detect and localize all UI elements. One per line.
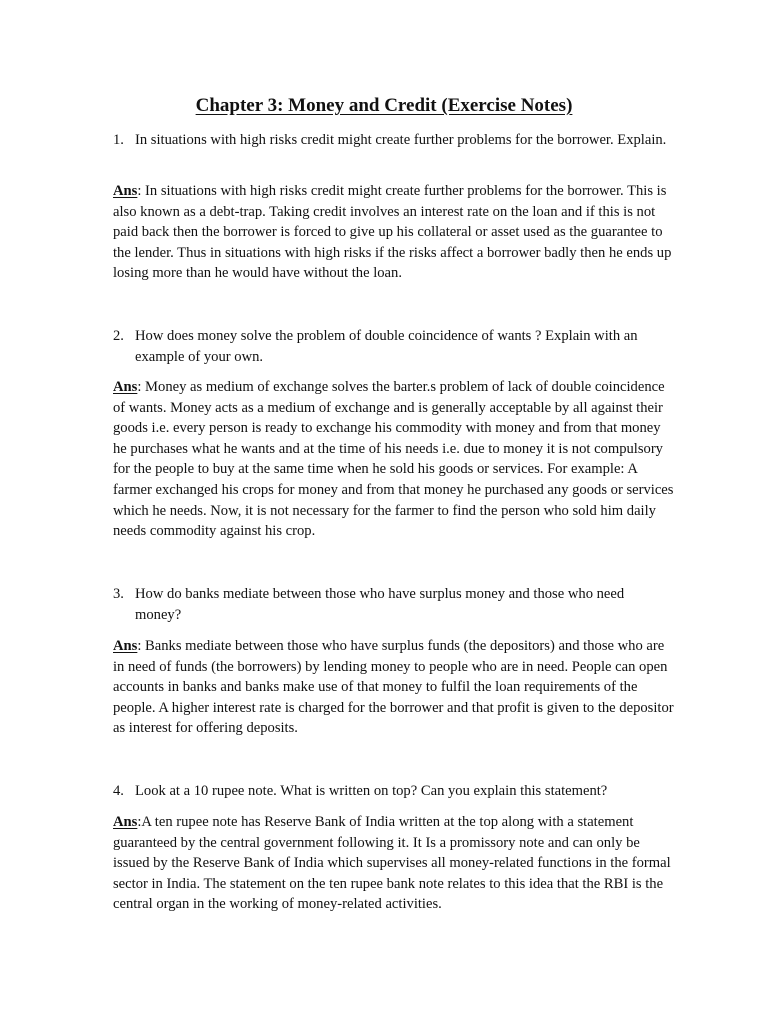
question-number: 4. [113, 783, 124, 799]
question-4 [113, 781, 673, 802]
answer-text: A ten rupee note has Reserve Bank of India written at the top along with a statement guaranteed by the central government following it. It Is a promissory note and can only be issued by the Reserve Bank of India which supervises all money-related functions in the formal sector in India. The statement on the ten rupee bank note relates to this idea that the RBI is the central organ in the working of money-related activities. [113, 814, 671, 913]
question-number: 2. [113, 328, 124, 344]
question-text: In situations with high risks credit might create further problems for the borrower. Explain. [135, 132, 667, 148]
answer-2 [113, 377, 675, 542]
answer-3 [113, 636, 675, 739]
answer-1 [113, 181, 675, 284]
answer-label: Ans [113, 183, 138, 199]
answer-separator: : [137, 183, 146, 199]
answer-4 [113, 812, 675, 915]
answer-label: Ans [113, 638, 138, 654]
answer-label: Ans [113, 814, 138, 830]
answer-separator: : [137, 814, 142, 830]
question-3 [113, 584, 673, 626]
answer-text: Money as medium of exchange solves the barter.s problem of lack of double coincidence of wants. Money acts as a medium of exchange and is generally acceptable by all against their goods i.e. every person is ready to exchange his commodity with money and from that money he purchases what he wants and at the time of his needs i.e. due to money it is not compulsory for the people to buy at the same time when he sold his goods or services. For example: A farmer exchanged his crops for money and from that money he purchased any goods or services which he needs. Now, it is not necessary for the farmer to find the person who sold him daily needs commodity against his crop. [113, 379, 674, 540]
question-1 [113, 130, 673, 151]
question-text: How does money solve the problem of double coincidence of wants ? Explain with an example of your own. [135, 328, 638, 365]
question-2 [113, 326, 673, 368]
question-text: How do banks mediate between those who have surplus money and those who need money? [135, 586, 625, 623]
answer-separator: : [137, 638, 146, 654]
answer-separator: : [137, 379, 146, 395]
question-number: 1. [113, 132, 124, 148]
page-title: Chapter 3: Money and Credit (Exercise Notes) [195, 95, 573, 116]
answer-label: Ans [113, 379, 138, 395]
answer-text: Banks mediate between those who have surplus funds (the depositors) and those who are in need of funds (the borrowers) by lending money to people who are in need. People can open accounts in banks and banks make use of that money to fulfil the loan requirements of the people. A higher interest rate is charged for the borrower and that profit is given to the depositor as interest for offering deposits. [113, 638, 674, 737]
answer-text: In situations with high risks credit might create further problems for the borrower. This is also known as a debt-trap. Taking credit involves an interest rate on the loan and if this is not paid back then the borrower is forced to give up his collateral or asset used as the guarantee to the lender. Thus in situations with high risks if the risks affect a borrower badly then he ends up losing more than he would have without the loan. [113, 183, 672, 282]
question-text: Look at a 10 rupee note. What is written on top? Can you explain this statement? [135, 783, 608, 799]
question-number: 3. [113, 586, 124, 602]
